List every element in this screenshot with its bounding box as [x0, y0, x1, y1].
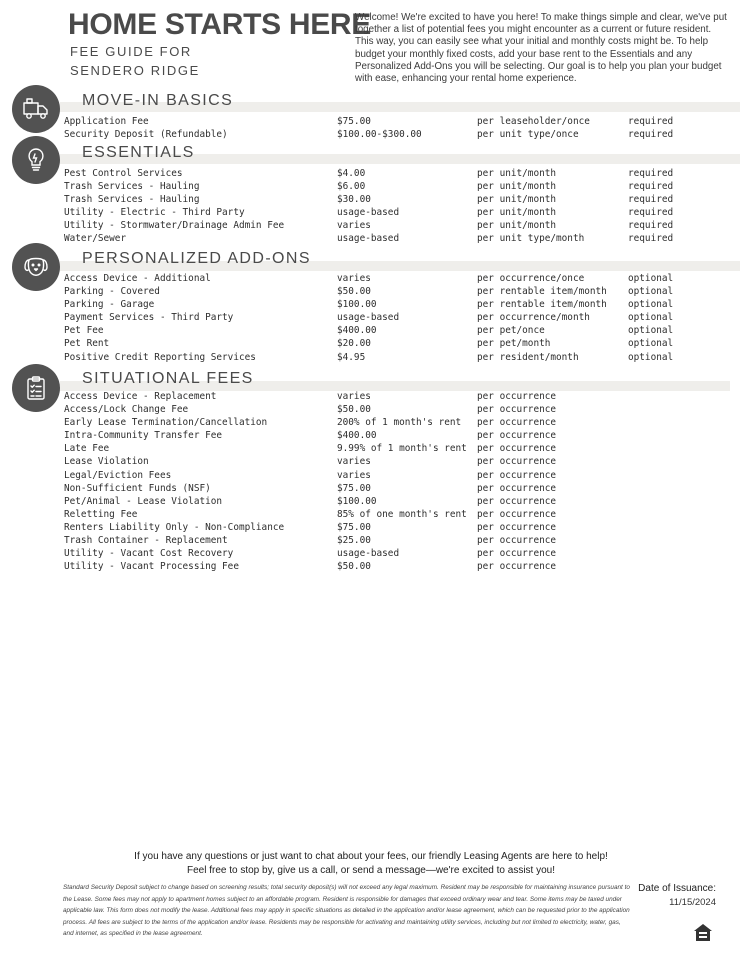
fee-amount: $20.00 — [337, 338, 371, 350]
fee-amount: $75.00 — [337, 116, 371, 127]
fee-amount: $400.00 — [337, 430, 377, 442]
fee-amount: $4.00 — [337, 168, 366, 179]
fee-frequency: per unit type/month — [477, 233, 585, 245]
fee-name: Intra-Community Transfer Fee — [64, 430, 223, 442]
footer-message-line1: If you have any questions or just want to chat about your fees, our friendly Leasing Agents are here to help! — [134, 851, 608, 862]
fee-requirement: required — [628, 220, 674, 232]
fee-frequency: per unit/month — [477, 194, 557, 206]
fee-name: Trash Container - Replacement — [64, 535, 228, 547]
moving-truck-icon — [12, 85, 60, 133]
fee-frequency: per occurrence — [477, 521, 557, 533]
fee-frequency: per occurrence — [477, 482, 557, 494]
fee-amount: $30.00 — [337, 194, 371, 206]
fee-amount: varies — [337, 273, 371, 284]
fee-requirement: optional — [628, 351, 674, 363]
intro-paragraph: Welcome! We're excited to have you here! To make things simple and clear, we've put together a list of potential fees you might encounter as a current or future resident. This way, you can easily see what your initial and monthly costs might be. To help budget your monthly fixed costs, add your base rent to the Essentials and any Personalized Add-Ons you will be selecting. Our goal is to help you plan your budget with ease, enhancing your rental home experience. — [355, 12, 727, 85]
fee-name: Access Device - Additional — [64, 273, 211, 284]
fee-amount: usage-based — [337, 312, 400, 324]
fee-name: Pest Control Services — [64, 168, 183, 179]
fee-name: Pet Fee — [64, 325, 104, 337]
fee-amount: $6.00 — [337, 181, 366, 193]
fee-name: Pet/Animal - Lease Violation — [64, 495, 223, 507]
dog-icon — [12, 243, 60, 291]
fee-amount: usage-based — [337, 207, 400, 219]
fee-amount: $100.00 — [337, 495, 377, 507]
section-title-essentials: ESSENTIALS — [82, 144, 195, 161]
fee-frequency: per occurrence — [477, 508, 557, 520]
page-subtitle-line1: FEE GUIDE FOR — [70, 44, 192, 59]
fee-amount: usage-based — [337, 548, 400, 560]
section-title-addons: PERSONALIZED ADD-ONS — [82, 250, 311, 267]
fee-amount: $400.00 — [337, 325, 377, 337]
fee-amount: $25.00 — [337, 535, 371, 547]
fee-frequency: per occurrence — [477, 548, 557, 560]
fee-requirement: required — [628, 168, 674, 179]
fee-name: Early Lease Termination/Cancellation — [64, 417, 268, 429]
fee-requirement: required — [628, 116, 674, 127]
fee-amount: $100.00-$300.00 — [337, 129, 422, 141]
fee-frequency: per leaseholder/once — [477, 116, 590, 127]
fee-name: Trash Services - Hauling — [64, 181, 200, 193]
fee-requirement: required — [628, 129, 674, 141]
fee-name: Renters Liability Only - Non-Compliance — [64, 521, 285, 533]
fee-requirement: required — [628, 181, 674, 193]
fee-frequency: per rentable item/month — [477, 299, 607, 311]
fee-frequency: per occurrence — [477, 417, 557, 429]
fee-requirement: required — [628, 207, 674, 219]
fee-name: Parking - Covered — [64, 286, 160, 298]
fee-name: Security Deposit (Refundable) — [64, 129, 228, 141]
fee-frequency: per rentable item/month — [477, 286, 607, 298]
fee-amount: varies — [337, 469, 371, 481]
fee-name: Access Device - Replacement — [64, 391, 217, 402]
fee-frequency: per unit/month — [477, 168, 557, 179]
fee-frequency: per unit type/once — [477, 129, 579, 141]
fee-frequency: per occurrence — [477, 456, 557, 468]
fee-frequency: per occurrence — [477, 561, 557, 573]
fee-frequency: per pet/month — [477, 338, 551, 350]
issuance-label: Date of Issuance: — [638, 883, 716, 894]
fee-frequency: per occurrence — [477, 469, 557, 481]
fee-amount: $50.00 — [337, 404, 371, 416]
fee-name: Utility - Vacant Cost Recovery — [64, 548, 234, 560]
fee-amount: $75.00 — [337, 482, 371, 494]
fee-requirement: optional — [628, 273, 674, 284]
fee-name: Positive Credit Reporting Services — [64, 351, 256, 363]
fee-amount: $50.00 — [337, 286, 371, 298]
fee-name: Non-Sufficient Funds (NSF) — [64, 482, 211, 494]
fee-requirement: optional — [628, 312, 674, 324]
fee-name: Application Fee — [64, 116, 149, 127]
fee-requirement: optional — [628, 299, 674, 311]
fee-name: Payment Services - Third Party — [64, 312, 234, 324]
page-title: HOME STARTS HERE — [68, 8, 371, 41]
fee-name: Reletting Fee — [64, 508, 138, 520]
property-name: SENDERO RIDGE — [70, 63, 200, 78]
footer-message-line2: Feel free to stop by, give us a call, or send a message—we're excited to assist you! — [186, 865, 555, 876]
fee-requirement: optional — [628, 286, 674, 298]
fee-amount: $4.95 — [337, 351, 366, 363]
lightbulb-icon — [12, 136, 60, 184]
fee-amount: 9.99% of 1 month's rent — [337, 443, 467, 455]
fee-amount: $100.00 — [337, 299, 377, 311]
fee-amount: $50.00 — [337, 561, 371, 573]
fee-frequency: per occurrence — [477, 404, 557, 416]
section-title-situational: SITUATIONAL FEES — [82, 370, 254, 387]
fee-frequency: per occurrence — [477, 443, 557, 455]
fee-frequency: per occurrence — [477, 495, 557, 507]
fee-amount: 85% of one month's rent — [337, 508, 467, 520]
fee-name: Late Fee — [64, 443, 110, 455]
fee-requirement: optional — [628, 325, 674, 337]
fee-requirement: optional — [628, 338, 674, 350]
fee-amount: 200% of 1 month's rent — [337, 417, 462, 429]
fee-name: Water/Sewer — [64, 233, 127, 245]
fee-name: Legal/Eviction Fees — [64, 469, 172, 481]
fee-frequency: per resident/month — [477, 351, 579, 363]
fee-frequency: per occurrence — [477, 430, 557, 442]
fee-frequency: per occurrence — [477, 535, 557, 547]
fee-frequency: per unit/month — [477, 207, 557, 219]
fee-frequency: per unit/month — [477, 220, 557, 232]
fee-amount: varies — [337, 456, 371, 468]
fee-frequency: per unit/month — [477, 181, 557, 193]
fee-amount: varies — [337, 391, 371, 402]
fee-name: Trash Services - Hauling — [64, 194, 200, 206]
fee-amount: $75.00 — [337, 521, 371, 533]
issuance-date: 11/15/2024 — [669, 897, 716, 908]
fee-name: Access/Lock Change Fee — [64, 404, 189, 416]
section-title-move-in: MOVE-IN BASICS — [82, 92, 234, 109]
fee-name: Utility - Vacant Processing Fee — [64, 561, 239, 573]
fee-frequency: per occurrence/once — [477, 273, 585, 284]
fee-frequency: per pet/once — [477, 325, 545, 337]
fee-name: Utility - Stormwater/Drainage Admin Fee — [64, 220, 285, 232]
footer-message — [0, 850, 742, 878]
equal-housing-opportunity-icon — [692, 922, 714, 944]
fee-amount: varies — [337, 220, 371, 232]
fee-name: Pet Rent — [64, 338, 110, 350]
fee-name: Lease Violation — [64, 456, 149, 468]
fee-frequency: per occurrence — [477, 391, 557, 402]
fee-requirement: required — [628, 194, 674, 206]
fee-requirement: required — [628, 233, 674, 245]
clipboard-checklist-icon — [12, 364, 60, 412]
fee-amount: usage-based — [337, 233, 400, 245]
fee-frequency: per occurrence/month — [477, 312, 590, 324]
disclaimer-text: Standard Security Deposit subject to change based on screening results; total security deposit(s) will not exceed any legal maximum. Resident may be responsible for maintaining insurance pursuant to the Lease. Some fees may not apply to apartment homes subject to an affordable program. Resident is responsible for damages that exceed ordinary wear and tear. Some items may be taxed under applicable law. This form does not modify the lease. Additional fees may apply in specific situations as detailed in the application and/or lease agreement, which can be requested prior to the application process. All fees are subject to the terms of the application and/or lease. Residents may be responsible for activating and maintaining utility services, including but not limited to electricity, water, gas, and internet, as specified in the lease agreement. — [63, 884, 630, 938]
fee-name: Parking - Garage — [64, 299, 155, 311]
fee-name: Utility - Electric - Third Party — [64, 207, 245, 219]
